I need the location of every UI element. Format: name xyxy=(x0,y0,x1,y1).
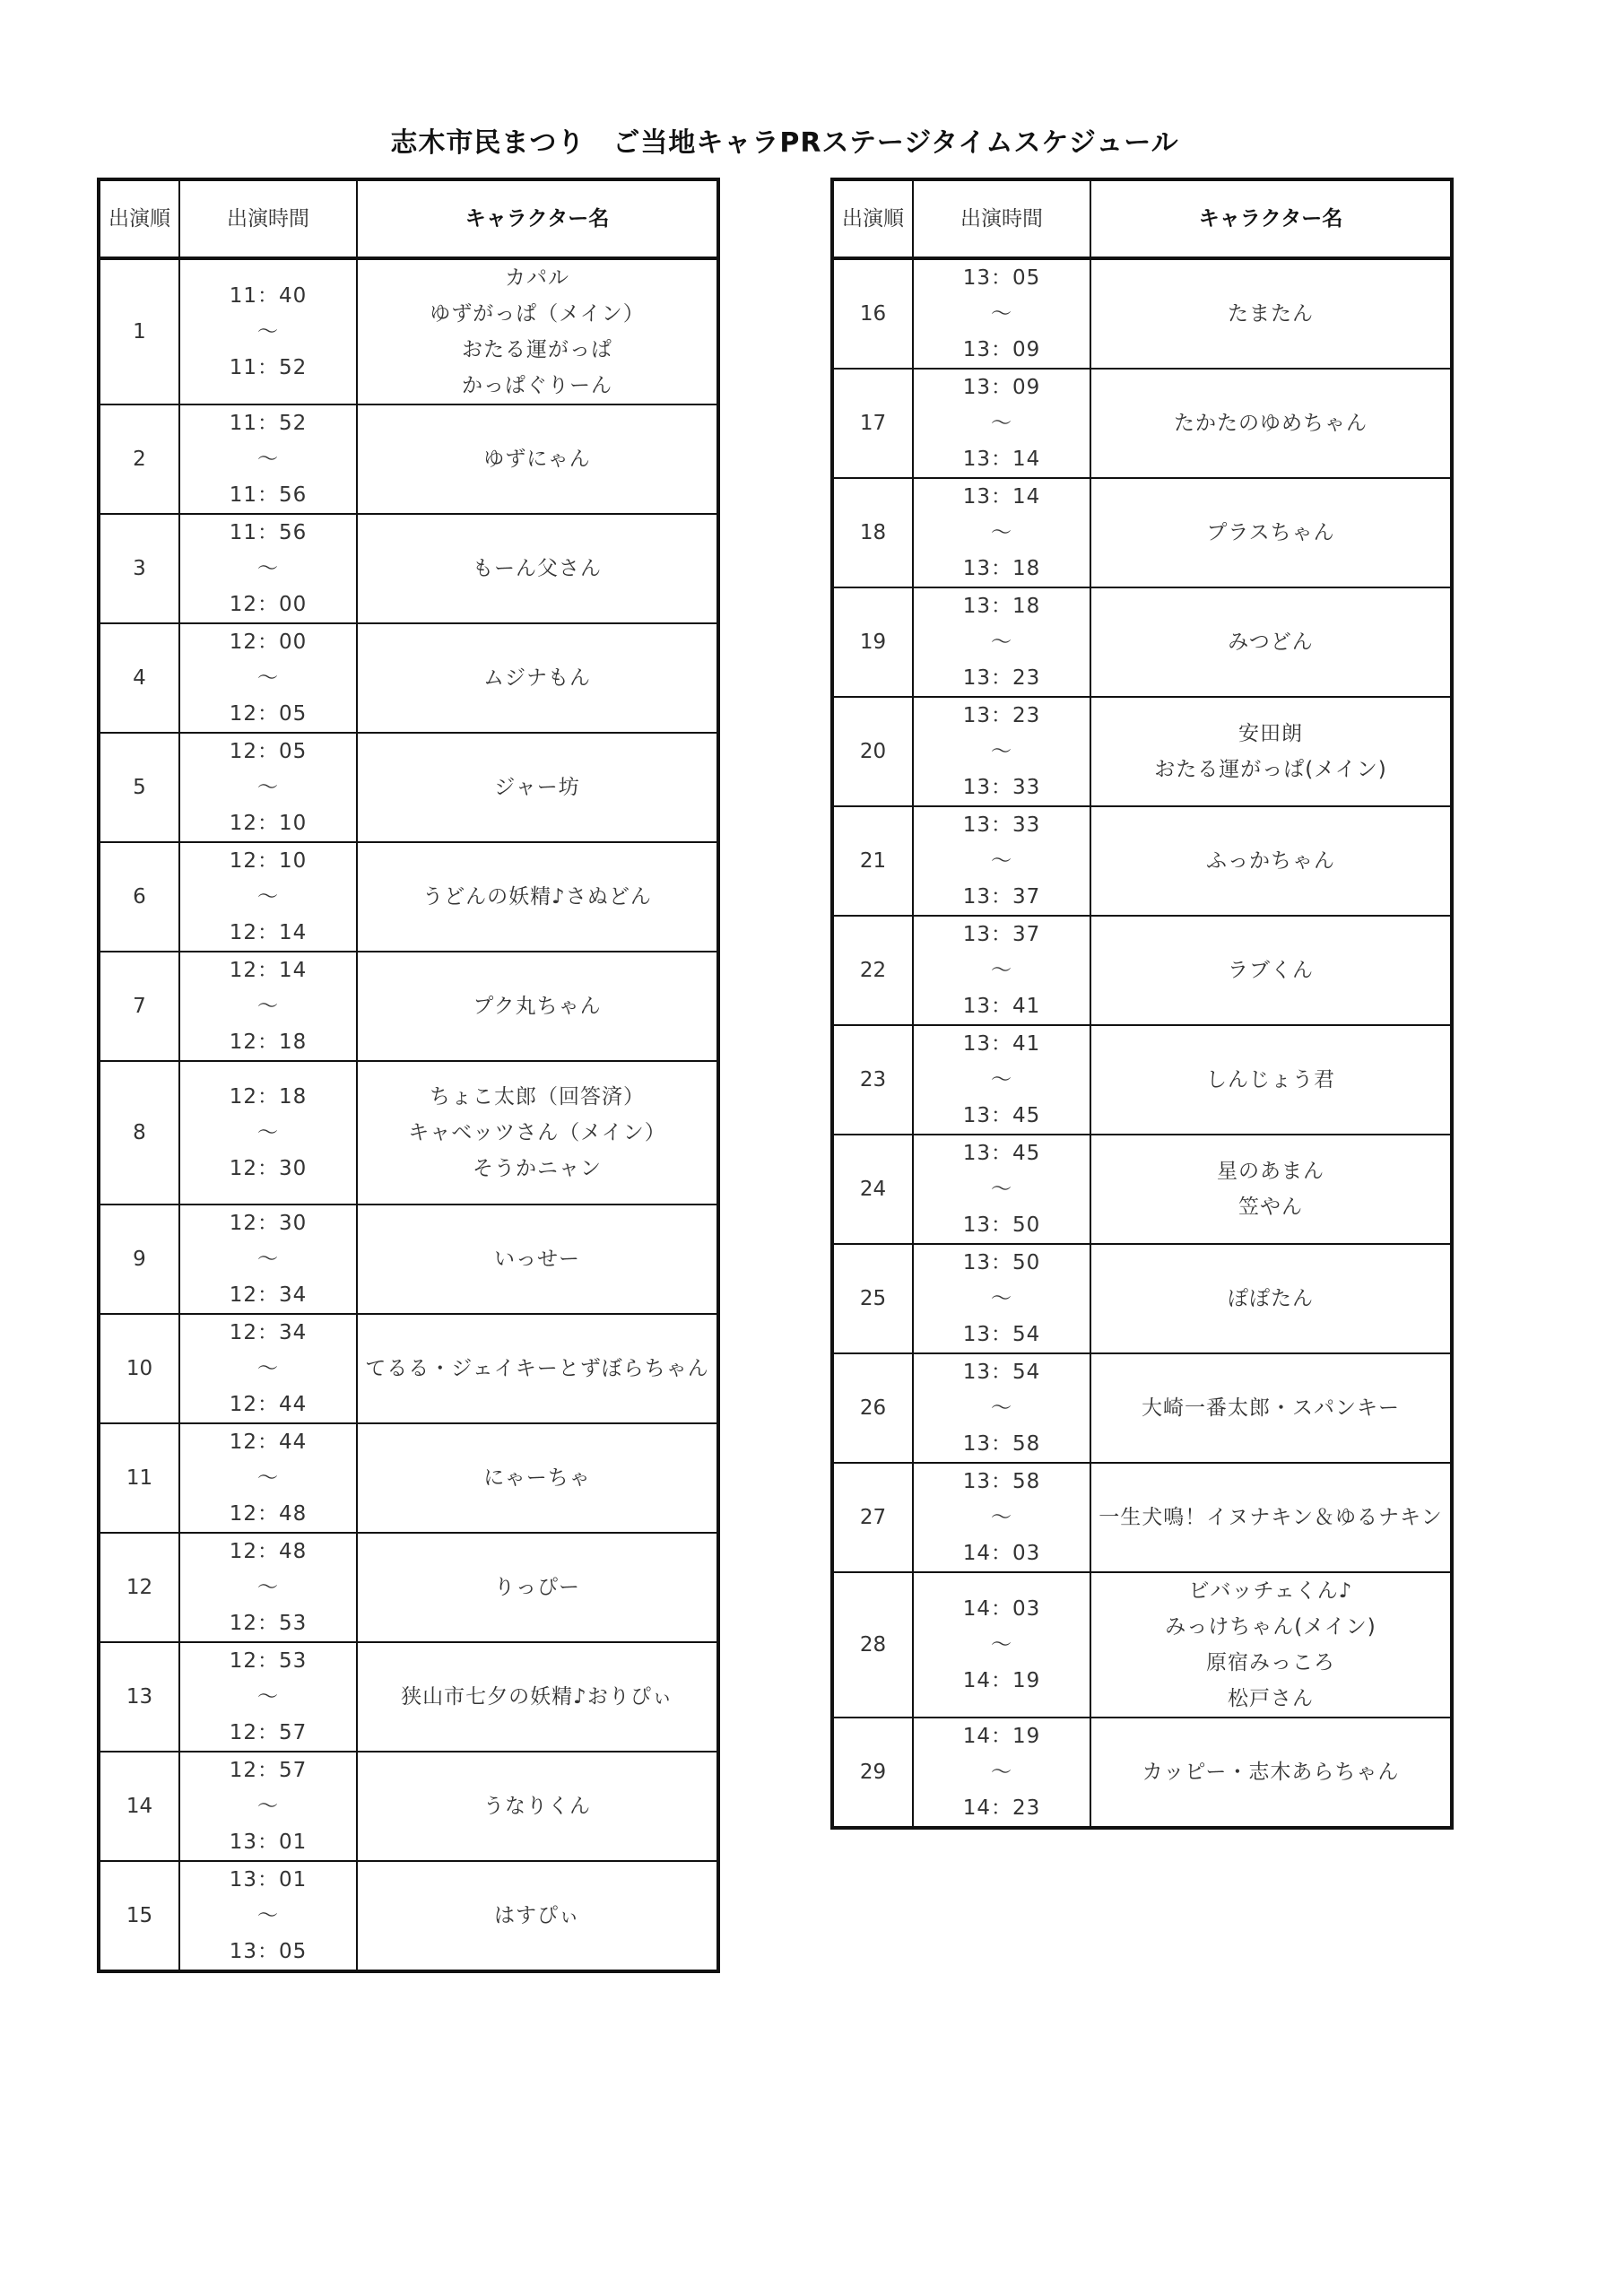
start-time: 13：54 xyxy=(962,1361,1041,1384)
character-name: しんじょう君 xyxy=(1206,1068,1335,1091)
table-row xyxy=(832,697,1452,806)
character-name: おたる運がっぱ xyxy=(462,338,612,361)
character-name: たまたん xyxy=(1228,302,1314,326)
character-name: ビバッチェくん♪ xyxy=(1188,1579,1353,1603)
start-time: 12：57 xyxy=(229,1759,308,1782)
header-order: 出演順 xyxy=(832,179,913,258)
end-time: 13：01 xyxy=(229,1831,308,1854)
table-row xyxy=(99,404,718,514)
time-separator: ～ xyxy=(991,412,1012,435)
header-character-name: キャラクター名 xyxy=(357,179,718,258)
character-names xyxy=(357,258,718,404)
start-time: 14：03 xyxy=(962,1597,1041,1621)
character-name: 一生犬鳴！イヌナキン＆ゆるナキン xyxy=(1099,1506,1443,1529)
character-names xyxy=(1090,1135,1452,1244)
character-names xyxy=(357,1423,718,1533)
start-time: 12：05 xyxy=(229,740,308,763)
time-separator: ～ xyxy=(991,1068,1012,1091)
character-name: ゆずがっぱ（メイン） xyxy=(430,302,645,326)
table-row xyxy=(99,514,718,623)
end-time: 12：57 xyxy=(229,1721,308,1744)
performance-time xyxy=(179,623,357,733)
character-names xyxy=(357,1642,718,1752)
end-time: 12：18 xyxy=(229,1031,308,1054)
schedule-table-right xyxy=(830,178,1454,1830)
start-time: 12：00 xyxy=(229,631,308,654)
order-number: 1 xyxy=(99,258,179,404)
time-separator: ～ xyxy=(257,1248,279,1271)
end-time: 12：53 xyxy=(229,1612,308,1635)
end-time: 12：30 xyxy=(229,1157,308,1180)
end-time: 13：54 xyxy=(962,1323,1041,1346)
end-time: 13：33 xyxy=(962,776,1041,799)
page-title: 志木市民まつり ご当地キャラPRステージタイムスケジュール xyxy=(390,127,1179,159)
character-name: みつどん xyxy=(1228,631,1314,654)
order-number: 13 xyxy=(99,1642,179,1752)
character-name: 狭山市七夕の妖精♪おりぴぃ xyxy=(401,1685,673,1709)
character-name: もーん父さん xyxy=(473,557,602,580)
time-separator: ～ xyxy=(257,1904,279,1927)
performance-time xyxy=(913,1718,1090,1828)
time-separator: ～ xyxy=(257,1121,279,1144)
start-time: 11：56 xyxy=(229,521,308,544)
start-time: 13：37 xyxy=(962,923,1041,946)
performance-time xyxy=(179,1861,357,1971)
character-name: ふっかちゃん xyxy=(1206,849,1335,873)
character-name: はすぴぃ xyxy=(494,1904,580,1927)
end-time: 13：45 xyxy=(962,1104,1041,1127)
schedule-body-left xyxy=(99,258,718,1971)
start-time: 11：52 xyxy=(229,412,308,435)
order-number: 25 xyxy=(832,1244,913,1353)
start-time: 13：14 xyxy=(962,485,1041,509)
order-number: 10 xyxy=(99,1314,179,1423)
character-names xyxy=(357,1314,718,1423)
character-name: 安田朗 xyxy=(1238,722,1303,745)
character-names xyxy=(1090,369,1452,478)
order-number: 22 xyxy=(832,916,913,1025)
table-header-row xyxy=(99,179,718,258)
start-time: 13：05 xyxy=(962,266,1041,290)
order-number: 23 xyxy=(832,1025,913,1135)
character-name: 松戸さん xyxy=(1228,1687,1314,1710)
performance-time xyxy=(179,952,357,1061)
performance-time xyxy=(913,369,1090,478)
order-number: 28 xyxy=(832,1572,913,1718)
order-number: 29 xyxy=(832,1718,913,1828)
character-names xyxy=(357,1205,718,1314)
table-row xyxy=(99,1205,718,1314)
end-time: 13：58 xyxy=(962,1432,1041,1456)
performance-time xyxy=(913,587,1090,697)
character-names xyxy=(1090,806,1452,916)
character-names xyxy=(357,733,718,842)
character-name: いっせー xyxy=(494,1248,580,1271)
time-separator: ～ xyxy=(257,885,279,909)
performance-time xyxy=(179,1533,357,1642)
start-time: 13：18 xyxy=(962,595,1041,618)
performance-time xyxy=(179,1642,357,1752)
table-row xyxy=(832,478,1452,587)
end-time: 11：56 xyxy=(229,483,308,507)
table-row xyxy=(99,1061,718,1205)
table-row xyxy=(99,733,718,842)
end-time: 12：05 xyxy=(229,702,308,726)
start-time: 13：41 xyxy=(962,1032,1041,1056)
character-name: ジャー坊 xyxy=(494,776,580,799)
order-number: 15 xyxy=(99,1861,179,1971)
character-name: カパル xyxy=(505,266,569,290)
end-time: 12：10 xyxy=(229,812,308,835)
character-name: 大崎一番太郎・スパンキー xyxy=(1142,1396,1400,1420)
start-time: 13：58 xyxy=(962,1470,1041,1493)
character-names xyxy=(1090,916,1452,1025)
character-name: 笠やん xyxy=(1238,1196,1303,1219)
order-number: 20 xyxy=(832,697,913,806)
performance-time xyxy=(179,733,357,842)
order-number: 8 xyxy=(99,1061,179,1205)
character-names xyxy=(357,1861,718,1971)
start-time: 13：45 xyxy=(962,1142,1041,1165)
table-row xyxy=(832,1025,1452,1135)
end-time: 13：18 xyxy=(962,557,1041,580)
time-separator: ～ xyxy=(991,1396,1012,1420)
character-names xyxy=(1090,1025,1452,1135)
time-separator: ～ xyxy=(257,1685,279,1709)
end-time: 11：52 xyxy=(229,356,308,379)
header-order: 出演順 xyxy=(99,179,179,258)
character-names xyxy=(357,1061,718,1205)
character-names xyxy=(357,404,718,514)
header-time: 出演時間 xyxy=(179,179,357,258)
start-time: 13：01 xyxy=(229,1868,308,1892)
end-time: 13：50 xyxy=(962,1213,1041,1237)
time-separator: ～ xyxy=(257,1795,279,1818)
table-row xyxy=(832,1135,1452,1244)
time-separator: ～ xyxy=(257,1576,279,1599)
time-separator: ～ xyxy=(991,1287,1012,1310)
time-separator: ～ xyxy=(257,776,279,799)
character-name: ムジナもん xyxy=(483,666,591,690)
order-number: 5 xyxy=(99,733,179,842)
order-number: 26 xyxy=(832,1353,913,1463)
start-time: 12：18 xyxy=(229,1085,308,1109)
character-names xyxy=(357,842,718,952)
order-number: 3 xyxy=(99,514,179,623)
character-name: てるる・ジェイキーとずぼらちゃん xyxy=(365,1357,709,1380)
time-separator: ～ xyxy=(257,666,279,690)
performance-time xyxy=(179,842,357,952)
table-row xyxy=(832,369,1452,478)
character-name: たかたのゆめちゃん xyxy=(1174,412,1368,435)
end-time: 12：14 xyxy=(229,921,308,944)
order-number: 24 xyxy=(832,1135,913,1244)
performance-time xyxy=(179,1423,357,1533)
table-row xyxy=(99,1752,718,1861)
end-time: 12：34 xyxy=(229,1283,308,1307)
end-time: 14：23 xyxy=(962,1796,1041,1820)
order-number: 16 xyxy=(832,258,913,369)
character-names xyxy=(357,623,718,733)
time-separator: ～ xyxy=(991,1633,1012,1657)
character-names xyxy=(1090,478,1452,587)
table-row xyxy=(99,1533,718,1642)
end-time: 13：09 xyxy=(962,338,1041,361)
table-row xyxy=(99,952,718,1061)
table-row xyxy=(832,806,1452,916)
performance-time xyxy=(913,916,1090,1025)
table-row xyxy=(99,258,718,404)
time-separator: ～ xyxy=(991,1506,1012,1529)
start-time: 13：23 xyxy=(962,704,1041,727)
header-character-name: キャラクター名 xyxy=(1090,179,1452,258)
end-time: 12：44 xyxy=(229,1393,308,1416)
time-separator: ～ xyxy=(257,557,279,580)
order-number: 19 xyxy=(832,587,913,697)
header-time: 出演時間 xyxy=(913,179,1090,258)
order-number: 6 xyxy=(99,842,179,952)
end-time: 14：03 xyxy=(962,1542,1041,1565)
time-separator: ～ xyxy=(257,995,279,1018)
character-names xyxy=(1090,258,1452,369)
time-separator: ～ xyxy=(257,320,279,344)
character-names xyxy=(1090,1572,1452,1718)
character-names xyxy=(1090,697,1452,806)
character-name: プラスちゃん xyxy=(1206,521,1335,544)
character-names xyxy=(1090,587,1452,697)
time-separator: ～ xyxy=(257,1357,279,1380)
character-name: ラブくん xyxy=(1228,959,1314,982)
performance-time xyxy=(913,806,1090,916)
character-names xyxy=(357,952,718,1061)
start-time: 13：50 xyxy=(962,1251,1041,1274)
time-separator: ～ xyxy=(991,849,1012,873)
table-row xyxy=(99,1423,718,1533)
start-time: 12：48 xyxy=(229,1540,308,1563)
character-name: ぽぽたん xyxy=(1228,1287,1314,1310)
start-time: 12：10 xyxy=(229,849,308,873)
table-row xyxy=(832,916,1452,1025)
performance-time xyxy=(179,514,357,623)
character-names xyxy=(357,514,718,623)
order-number: 14 xyxy=(99,1752,179,1861)
start-time: 13：33 xyxy=(962,813,1041,837)
order-number: 4 xyxy=(99,623,179,733)
character-name: おたる運がっぱ(メイン) xyxy=(1154,758,1387,781)
start-time: 12：34 xyxy=(229,1321,308,1344)
table-row xyxy=(832,258,1452,369)
character-name: カッピー・志木あらちゃん xyxy=(1142,1761,1400,1784)
performance-time xyxy=(179,1205,357,1314)
performance-time xyxy=(913,1463,1090,1572)
order-number: 7 xyxy=(99,952,179,1061)
start-time: 12：14 xyxy=(229,959,308,982)
character-name: ゆずにゃん xyxy=(483,448,591,471)
performance-time xyxy=(179,1061,357,1205)
table-row xyxy=(832,587,1452,697)
schedule-table-left xyxy=(97,178,720,1973)
character-name: かっぱぐりーん xyxy=(462,374,612,397)
table-row xyxy=(99,1642,718,1752)
order-number: 2 xyxy=(99,404,179,514)
order-number: 17 xyxy=(832,369,913,478)
table-row xyxy=(832,1718,1452,1828)
performance-time xyxy=(913,1244,1090,1353)
character-names xyxy=(1090,1244,1452,1353)
character-names xyxy=(357,1752,718,1861)
end-time: 13：05 xyxy=(229,1940,308,1963)
performance-time xyxy=(913,478,1090,587)
table-row xyxy=(832,1572,1452,1718)
time-separator: ～ xyxy=(991,1761,1012,1784)
performance-time xyxy=(913,1025,1090,1135)
start-time: 12：44 xyxy=(229,1431,308,1454)
end-time: 12：48 xyxy=(229,1502,308,1526)
performance-time xyxy=(913,1572,1090,1718)
character-name: うなりくん xyxy=(483,1795,591,1818)
end-time: 13：14 xyxy=(962,448,1041,471)
order-number: 27 xyxy=(832,1463,913,1572)
performance-time xyxy=(913,697,1090,806)
time-separator: ～ xyxy=(257,1466,279,1490)
order-number: 12 xyxy=(99,1533,179,1642)
character-names xyxy=(1090,1463,1452,1572)
end-time: 12：00 xyxy=(229,593,308,616)
table-header-row xyxy=(832,179,1452,258)
schedule-body-right xyxy=(832,258,1452,1828)
time-separator: ～ xyxy=(991,521,1012,544)
character-name: りっぴー xyxy=(494,1576,580,1599)
table-row xyxy=(99,1314,718,1423)
end-time: 14：19 xyxy=(962,1669,1041,1692)
performance-time xyxy=(179,258,357,404)
character-name: うどんの妖精♪さぬどん xyxy=(422,885,652,909)
end-time: 13：37 xyxy=(962,885,1041,909)
character-name: そうかニャン xyxy=(473,1157,602,1180)
table-row xyxy=(832,1353,1452,1463)
end-time: 13：41 xyxy=(962,995,1041,1018)
table-row xyxy=(99,842,718,952)
time-separator: ～ xyxy=(257,448,279,471)
character-names xyxy=(1090,1718,1452,1828)
table-row xyxy=(99,1861,718,1971)
performance-time xyxy=(913,1135,1090,1244)
character-name: みっけちゃん(メイン) xyxy=(1165,1615,1376,1639)
start-time: 12：53 xyxy=(229,1649,308,1673)
time-separator: ～ xyxy=(991,302,1012,326)
character-name: 星のあまん xyxy=(1217,1160,1324,1183)
performance-time xyxy=(179,1752,357,1861)
start-time: 11：40 xyxy=(229,284,308,308)
performance-time xyxy=(179,1314,357,1423)
character-name: 原宿みっころ xyxy=(1206,1651,1335,1674)
character-names xyxy=(357,1533,718,1642)
order-number: 18 xyxy=(832,478,913,587)
character-name: ちょこ太郎（回答済） xyxy=(430,1085,645,1109)
character-names xyxy=(1090,1353,1452,1463)
performance-time xyxy=(179,404,357,514)
order-number: 9 xyxy=(99,1205,179,1314)
start-time: 14：19 xyxy=(962,1725,1041,1748)
character-name: キャベッツさん（メイン） xyxy=(408,1121,666,1144)
order-number: 21 xyxy=(832,806,913,916)
performance-time xyxy=(913,258,1090,369)
start-time: 12：30 xyxy=(229,1212,308,1235)
table-row xyxy=(99,623,718,733)
character-name: にゃーちゃ xyxy=(483,1466,591,1490)
end-time: 13：23 xyxy=(962,666,1041,690)
table-row xyxy=(832,1244,1452,1353)
start-time: 13：09 xyxy=(962,376,1041,399)
performance-time xyxy=(913,1353,1090,1463)
table-row xyxy=(832,1463,1452,1572)
time-separator: ～ xyxy=(991,631,1012,654)
time-separator: ～ xyxy=(991,959,1012,982)
time-separator: ～ xyxy=(991,740,1012,763)
character-name: プク丸ちゃん xyxy=(473,995,602,1018)
time-separator: ～ xyxy=(991,1178,1012,1201)
order-number: 11 xyxy=(99,1423,179,1533)
